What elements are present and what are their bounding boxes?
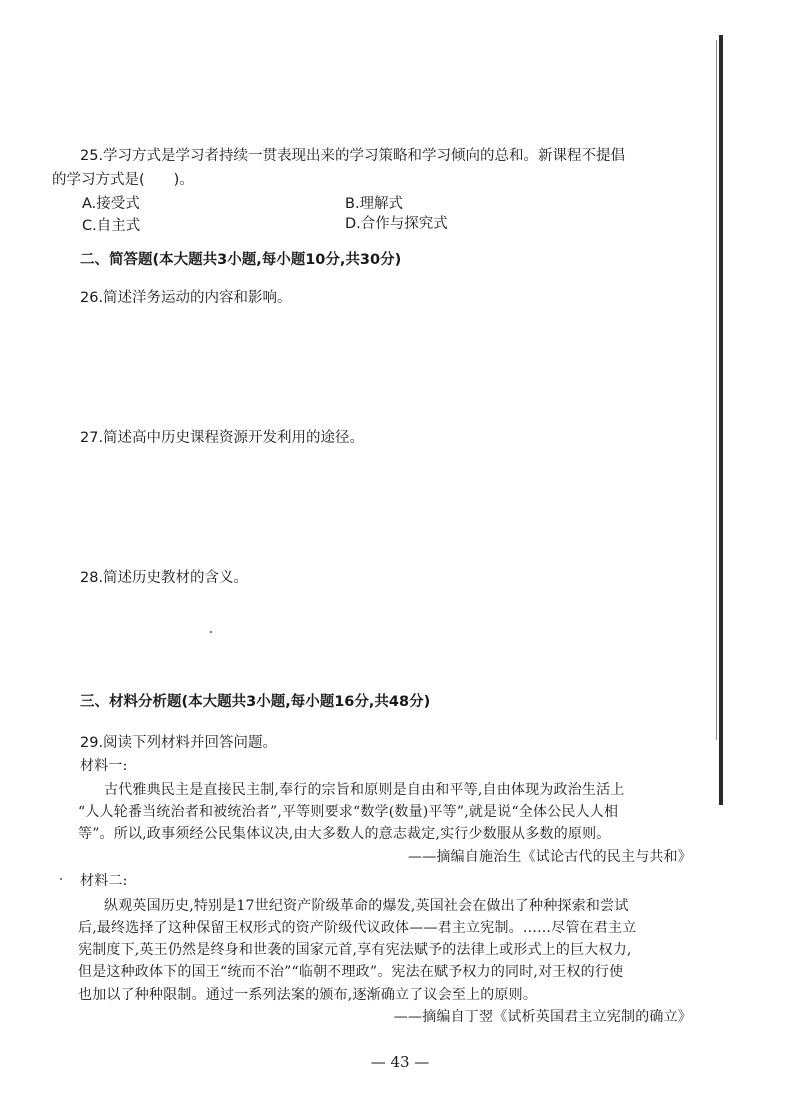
material1-source: ——摘编自施治生《试论古代的民主与共和》 <box>408 849 692 865</box>
scan-edge-line <box>716 40 717 740</box>
scan-speck <box>210 631 212 633</box>
material2-label: 材料二: <box>80 873 128 889</box>
page-number: — 43 — <box>370 1053 430 1071</box>
material1-label: 材料一: <box>80 758 128 774</box>
scan-speck <box>60 878 62 880</box>
q29-stem: 29.阅读下列材料并回答问题。 <box>80 735 278 751</box>
q25-stem-line2: 的学习方式是( )。 <box>52 172 194 188</box>
section3-title: 三、材料分析题(本大题共3小题,每小题16分,共48分) <box>80 694 431 710</box>
q26-text: 26.简述洋务运动的内容和影响。 <box>80 290 292 306</box>
q28-text: 28.简述历史教材的含义。 <box>80 570 249 586</box>
section2-title: 二、简答题(本大题共3小题,每小题10分,共30分) <box>80 252 402 268</box>
material2-line: 也加以了种种限制。通过一系列法案的颁布,逐渐确立了议会至上的原则。 <box>78 987 538 1003</box>
q25-option-c: C.自主式 <box>82 218 141 234</box>
scan-edge-bar <box>719 35 723 805</box>
q25-option-b: B.理解式 <box>345 196 404 212</box>
material2-source: ——摘编自丁翌《试析英国君主立宪制的确立》 <box>393 1009 692 1025</box>
q25-stem-line1: 25.学习方式是学习者持续一贯表现出来的学习策略和学习倾向的总和。新课程不提倡 <box>80 148 626 164</box>
q25-option-a: A.接受式 <box>82 196 140 212</box>
material2-line: 但是这种政体下的国王“统而不治”“临朝不理政”。宪法在赋予权力的同时,对王权的行使 <box>78 964 624 980</box>
material2-line: 宪制度下,英王仍然是终身和世袭的国家元首,享有宪法赋予的法律上或形式上的巨大权力, <box>78 942 632 958</box>
material2-line: 后,最终选择了这种保留王权形式的资产阶级代议政体——君主立宪制。……尽管在君主立 <box>78 920 637 936</box>
material1-line: 古代雅典民主是直接民主制,奉行的宗旨和原则是自由和平等,自由体现为政治生活上 <box>104 782 625 798</box>
q25-option-d: D.合作与探究式 <box>345 216 448 232</box>
q27-text: 27.简述高中历史课程资源开发利用的途径。 <box>80 430 365 446</box>
material2-line: 纵观英国历史,特别是17世纪资产阶级革命的爆发,英国社会在做出了种种探索和尝试 <box>104 898 629 914</box>
material1-line: 等”。所以,政事须经公民集体议决,由大多数人的意志裁定,实行少数服从多数的原则。 <box>78 826 611 842</box>
material1-line: “人人轮番当统治者和被统治者”,平等则要求“数学(数量)平等”,就是说“全体公民人人相 <box>78 804 619 820</box>
